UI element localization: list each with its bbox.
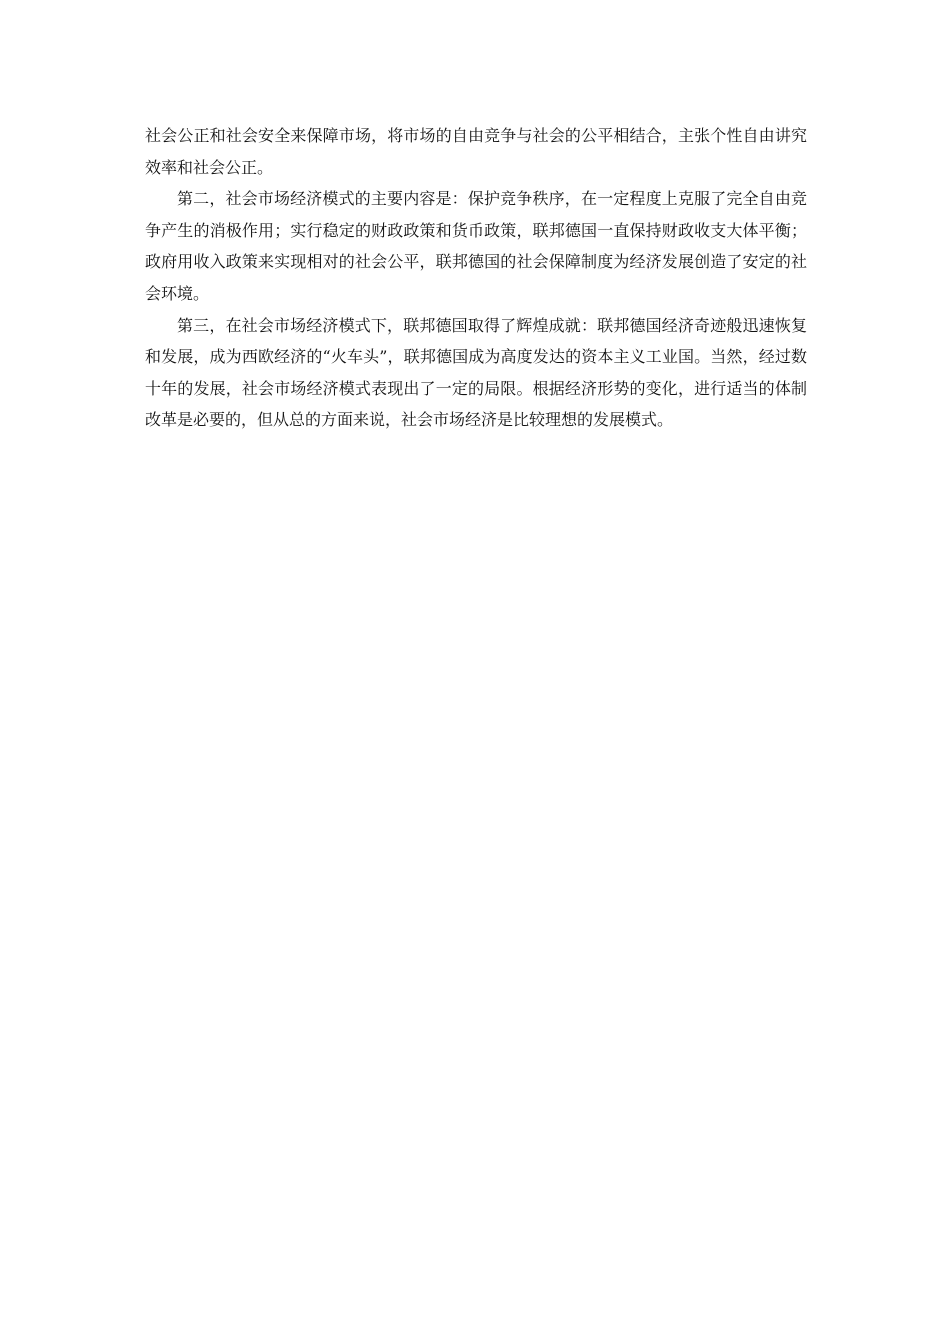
paragraph-continuation: 社会公正和社会安全来保障市场，将市场的自由竞争与社会的公平相结合，主张个性自由讲究效率和社会公正。 — [145, 126, 807, 177]
document-body — [145, 120, 807, 436]
paragraph-third-point: 第三，在社会市场经济模式下，联邦德国取得了辉煌成就：联邦德国经济奇迹般迅速恢复和发展，成为西欧经济的“火车头”，联邦德国成为高度发达的资本主义工业国。当然，经过数十年的发展，社会市场经济模式表现出了一定的局限。根据经济形势的变化，进行适当的体制改革是必要的，但从总的方面来说，社会市场经济是比较理想的发展模式。 — [145, 315, 807, 430]
paragraph-second-point: 第二，社会市场经济模式的主要内容是：保护竞争秩序，在一定程度上克服了完全自由竞争产生的消极作用；实行稳定的财政政策和货币政策，联邦德国一直保持财政收支大体平衡；政府用收入政策来实现相对的社会公平，联邦德国的社会保障制度为经济发展创造了安定的社会环境。 — [145, 189, 807, 303]
